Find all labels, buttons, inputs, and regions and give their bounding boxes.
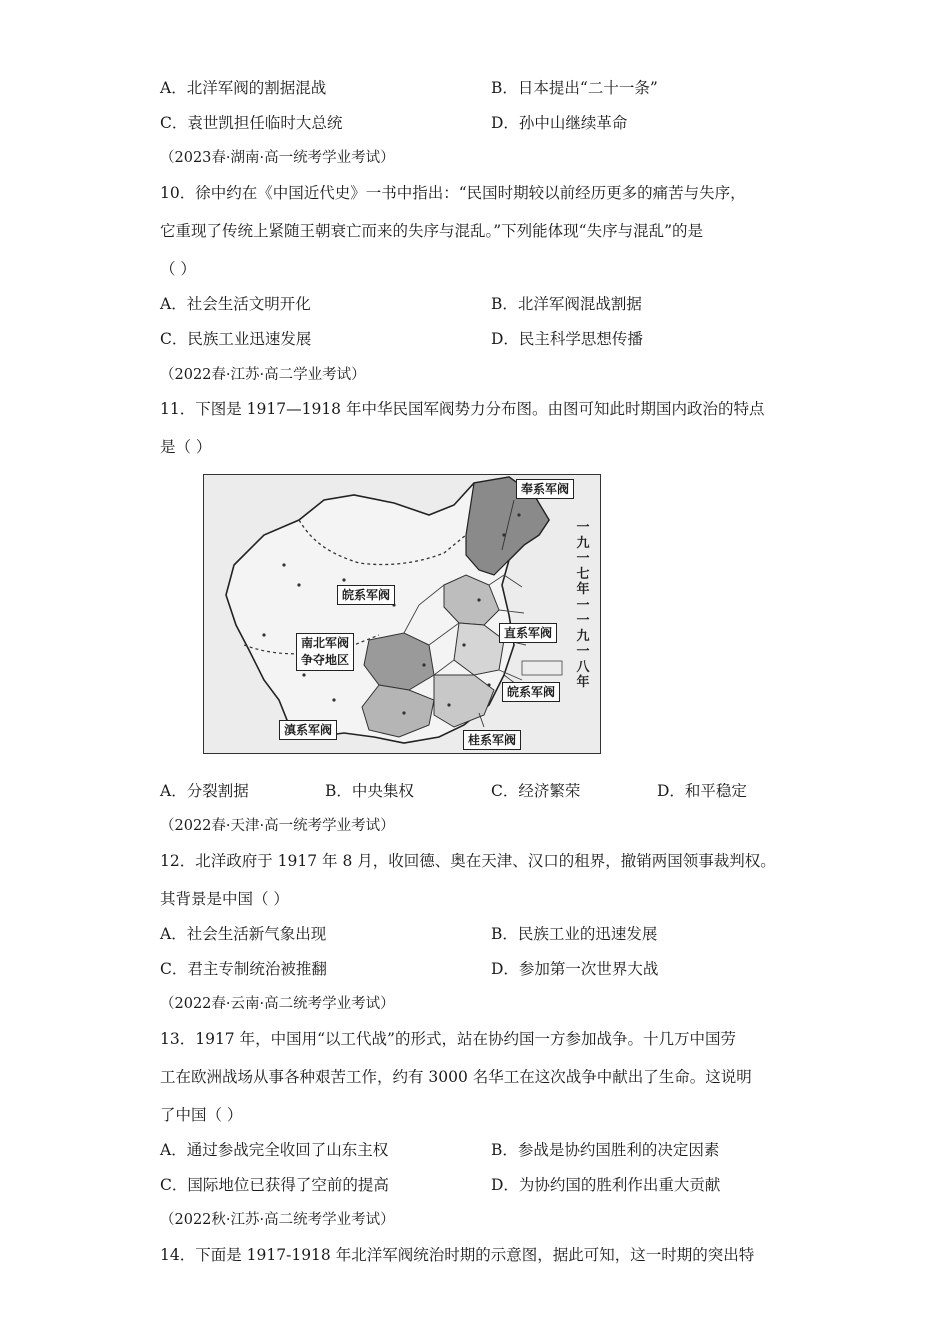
q11-option-b: B．中央集权 [325, 782, 414, 800]
q11-options-row [160, 780, 800, 802]
q10-source: （2023春·湖南·高一统考学业考试） [160, 150, 395, 166]
q12-option-c: C．君主专制统治被推翻 [160, 960, 327, 978]
q11-option-d: D．和平稳定 [657, 782, 747, 800]
q14-source: （2022秋·江苏·高二统考学业考试） [160, 1212, 395, 1228]
q12-option-d: D．参加第一次世界大战 [491, 960, 659, 978]
q10-options-row-2 [160, 328, 800, 350]
q13-option-c: C．国际地位已获得了空前的提高 [160, 1176, 389, 1194]
q9-option-d: D．孙中山继续革命 [491, 114, 628, 132]
map-label-wanxi-north: 皖系军阀 [337, 585, 395, 605]
q10-stem-line3: （ ） [160, 260, 196, 278]
warlord-map-drawing [204, 475, 600, 753]
q10-option-d: D．民主科学思想传播 [491, 330, 643, 348]
q12-option-a: A．社会生活新气象出现 [160, 925, 327, 943]
q10-option-a: A．社会生活文明开化 [160, 295, 311, 313]
map-label-guixi: 桂系军阀 [463, 730, 521, 750]
map-label-nanbei-line2: 争夺地区 [301, 653, 350, 667]
q9-option-a: A．北洋军阀的割据混战 [160, 79, 327, 97]
q11-source: （2022春·江苏·高二学业考试） [160, 367, 366, 383]
q10-options-row-1 [160, 293, 800, 315]
q12-options-row-1 [160, 923, 800, 945]
q13-stem-line2: 工在欧洲战场从事各种艰苦工作，约有 3000 名华工在这次战争中献出了生命。这说明 [160, 1068, 752, 1086]
map-label-nanbei [296, 633, 354, 671]
q14-stem-line1: 14．下面是 1917-1918 年北洋军阀统治时期的示意图，据此可知，这一时期的突出特 [160, 1246, 755, 1264]
q11-option-c: C．经济繁荣 [491, 782, 581, 800]
q9-option-b: B．日本提出“二十一条” [491, 79, 658, 97]
q13-option-d: D．为协约国的胜利作出重大贡献 [491, 1176, 721, 1194]
q10-stem-line1: 10．徐中约在《中国近代史》一书中指出：“民国时期较以前经历更多的痛苦与失序， [160, 184, 746, 202]
q13-stem-line3: 了中国（ ） [160, 1106, 243, 1124]
q12-stem-line2: 其背景是中国（ ） [160, 890, 289, 908]
map-label-zhixi: 直系军阀 [499, 623, 557, 643]
q10-option-c: C．民族工业迅速发展 [160, 330, 312, 348]
q13-option-b: B．参战是协约国胜利的决定因素 [491, 1141, 720, 1159]
map-label-wanxi-south: 皖系军阀 [502, 682, 560, 702]
q9-options-row-2 [160, 112, 800, 134]
q12-option-b: B．民族工业的迅速发展 [491, 925, 658, 943]
q13-source: （2022春·云南·高二统考学业考试） [160, 996, 395, 1012]
q9-option-c: C．袁世凯担任临时大总统 [160, 114, 343, 132]
q12-options-row-2 [160, 958, 800, 980]
q13-stem-line1: 13．1917 年，中国用“以工代战”的形式，站在协约国一方参加战争。十几万中国劳 [160, 1030, 736, 1048]
q12-stem-line1: 12．北洋政府于 1917 年 8 月，收回德、奥在天津、汉口的租界，撤销两国领事裁判权。 [160, 852, 776, 870]
q12-source: （2022春·天津·高一统考学业考试） [160, 818, 395, 834]
q11-stem-line1: 11．下图是 1917—1918 年中华民国军阀势力分布图。由图可知此时期国内政治的特点 [160, 400, 765, 418]
q13-options-row-2 [160, 1174, 800, 1196]
map-label-fengxi: 奉系军阀 [516, 479, 574, 499]
q9-options-row-1 [160, 77, 800, 99]
q10-option-b: B．北洋军阀混战割据 [491, 295, 642, 313]
q13-options-row-1 [160, 1139, 800, 1161]
q11-stem-line2: 是（ ） [160, 438, 212, 456]
map-label-nanbei-line1: 南北军阀 [301, 636, 350, 650]
map-label-dianxi: 滇系军阀 [279, 720, 337, 740]
map-year-vertical: 一九一七年一一九一八年 [576, 520, 590, 690]
warlord-map [203, 474, 601, 754]
q10-stem-line2: 它重现了传统上紧随王朝衰亡而来的失序与混乱。”下列能体现“失序与混乱”的是 [160, 222, 704, 240]
q13-option-a: A．通过参战完全收回了山东主权 [160, 1141, 389, 1159]
q11-option-a: A．分裂割据 [160, 782, 249, 800]
